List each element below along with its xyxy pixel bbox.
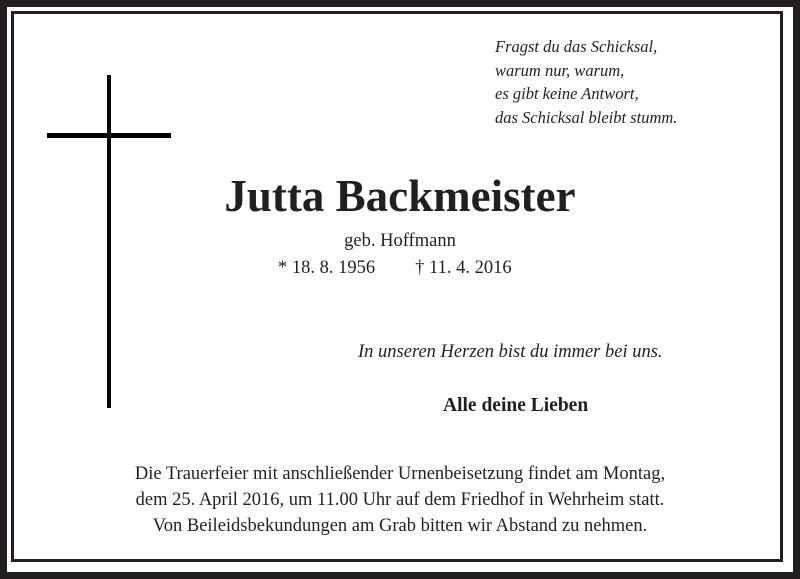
deceased-name-text: Jutta Backmeister [224, 171, 576, 221]
birth-name: geb. Hoffmann [344, 231, 456, 251]
death-date: † 11. 4. 2016 [415, 258, 512, 278]
funeral-notice [0, 461, 800, 539]
notice-line: Die Trauerfeier mit anschließender Urnenbeisetzung findet am Montag, [134, 464, 666, 484]
poem-line: es gibt keine Antwort, [495, 84, 639, 103]
signature: Alle deine Lieben [443, 395, 589, 416]
poem [495, 35, 677, 129]
deceased-name [0, 168, 800, 224]
poem-line: das Schicksal bleibt stumm. [495, 107, 678, 127]
memorial-motto: In unseren Herzen bist du immer bei uns. [358, 342, 663, 362]
notice-line: Von Beileidsbekundungen am Grab bitten wir Abstand zu nehmen. [152, 516, 648, 536]
life-dates [278, 256, 512, 280]
poem-line: Fragst du das Schicksal, [495, 37, 658, 56]
cross-horizontal-bar [47, 133, 171, 138]
poem-line: warum nur, warum, [495, 60, 625, 80]
birth-date: * 18. 8. 1956 [278, 258, 376, 278]
notice-line: dem 25. April 2016, um 11.00 Uhr auf dem Friedhof in Wehrheim statt. [135, 490, 665, 510]
